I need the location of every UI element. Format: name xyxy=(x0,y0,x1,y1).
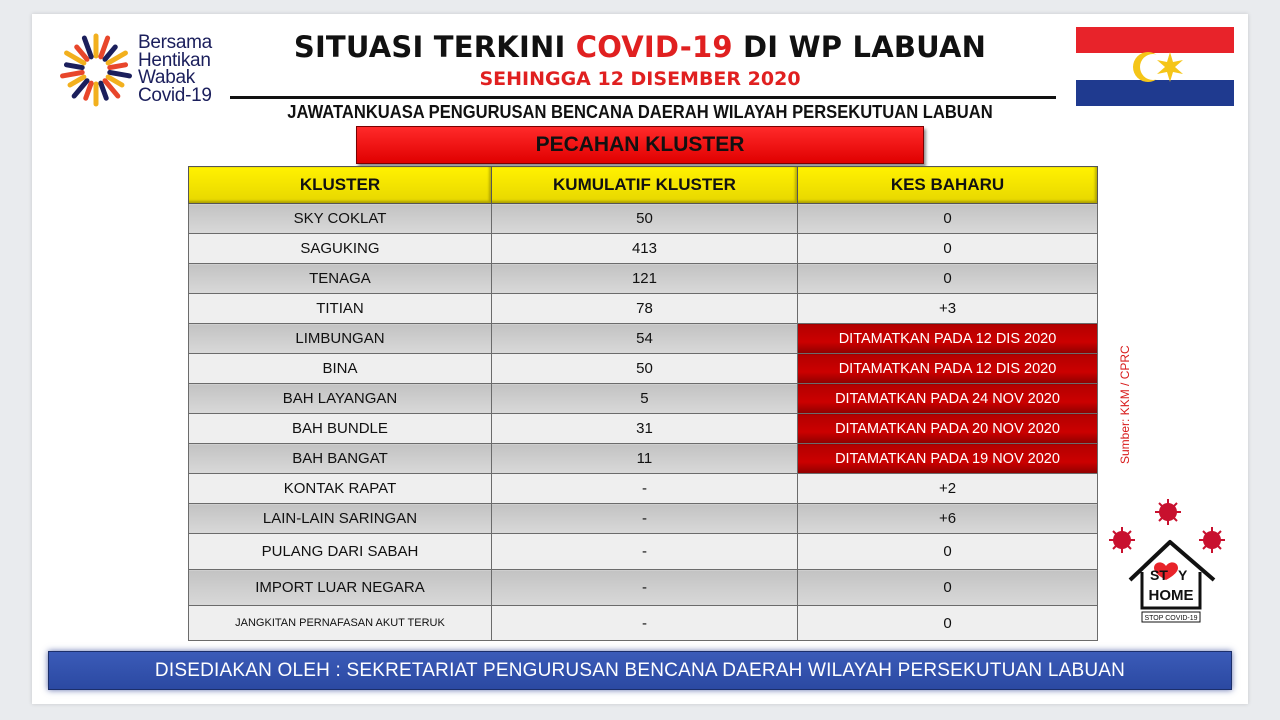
cell-kes-baharu: +2 xyxy=(797,474,1097,504)
footer-banner: DISEDIAKAN OLEH : SEKRETARIAT PENGURUSAN BENCANA DAERAH WILAYAH PERSEKUTUAN LABUAN xyxy=(48,651,1232,690)
cell-kes-baharu: +3 xyxy=(797,294,1097,324)
table-row xyxy=(189,204,1098,234)
table-row xyxy=(189,384,1098,414)
page-title xyxy=(240,30,1040,64)
header-kumulatif: KUMULATIF KLUSTER xyxy=(491,167,797,204)
logo-text xyxy=(138,34,212,104)
cell-kluster: SKY COKLAT xyxy=(189,204,492,234)
logo-line: Wabak xyxy=(138,67,195,88)
cell-kes-baharu: 0 xyxy=(797,570,1097,606)
header-divider xyxy=(230,96,1056,99)
sunburst-icon xyxy=(56,30,136,110)
stay-text-part: ST xyxy=(1150,567,1168,583)
table-row xyxy=(189,504,1098,534)
logo-line: Hentikan xyxy=(138,49,211,71)
page-subtitle: SEHINGGA 12 DISEMBER 2020 xyxy=(479,68,801,90)
cell-kumulatif: - xyxy=(491,570,797,606)
home-text: HOME xyxy=(1148,587,1194,604)
cell-kumulatif: 413 xyxy=(491,234,797,264)
cell-kluster: JANGKITAN PERNAFASAN AKUT TERUK xyxy=(189,606,492,641)
title-highlight: COVID-19 xyxy=(575,30,733,64)
cell-closed-status: DITAMATKAN PADA 24 NOV 2020 xyxy=(797,384,1097,414)
cell-kumulatif: 50 xyxy=(491,204,797,234)
cell-kluster: LIMBUNGAN xyxy=(189,324,492,354)
cell-kluster: IMPORT LUAR NEGARA xyxy=(189,570,492,606)
table-row xyxy=(189,324,1098,354)
cell-kluster: BAH LAYANGAN xyxy=(189,384,492,414)
cluster-table xyxy=(188,166,1098,641)
cell-kluster: PULANG DARI SABAH xyxy=(189,534,492,570)
title-part2: DI WP LABUAN xyxy=(732,30,987,64)
labuan-flag-icon xyxy=(1076,27,1234,106)
cell-closed-status: DITAMATKAN PADA 12 DIS 2020 xyxy=(797,324,1097,354)
cell-kluster: BAH BANGAT xyxy=(189,444,492,474)
cell-kes-baharu: 0 xyxy=(797,534,1097,570)
bersama-hentikan-logo xyxy=(56,28,236,118)
table-row xyxy=(189,414,1098,444)
cell-kumulatif: - xyxy=(491,474,797,504)
cell-kes-baharu: 0 xyxy=(797,204,1097,234)
table-row xyxy=(189,444,1098,474)
cell-kluster: TITIAN xyxy=(189,294,492,324)
table-row xyxy=(189,234,1098,264)
stop-covid-text: STOP COVID-19 xyxy=(1144,615,1198,622)
cell-kluster: KONTAK RAPAT xyxy=(189,474,492,504)
stay-home-icon xyxy=(1104,496,1228,628)
table-row xyxy=(189,474,1098,504)
header-kluster: KLUSTER xyxy=(189,167,492,204)
cell-kumulatif: 11 xyxy=(491,444,797,474)
cell-kumulatif: 5 xyxy=(491,384,797,414)
header-kes-baharu: KES BAHARU xyxy=(797,167,1097,204)
cell-kes-baharu: 0 xyxy=(797,606,1097,641)
logo-line: Bersama xyxy=(138,32,212,53)
table-row xyxy=(189,534,1098,570)
cell-kumulatif: - xyxy=(491,606,797,641)
title-part1: SITUASI TERKINI xyxy=(293,30,576,64)
cell-kumulatif: 50 xyxy=(491,354,797,384)
table-header-row xyxy=(189,167,1098,204)
table-row xyxy=(189,294,1098,324)
cell-kes-baharu: +6 xyxy=(797,504,1097,534)
cell-kumulatif: 31 xyxy=(491,414,797,444)
cell-kluster: BINA xyxy=(189,354,492,384)
cell-kumulatif: 54 xyxy=(491,324,797,354)
stay-text-part: Y xyxy=(1178,567,1188,583)
stay-home-badge xyxy=(1104,496,1228,628)
committee-name: JAWATANKUASA PENGURUSAN BENCANA DAERAH WILAYAH PERSEKUTUAN LABUAN xyxy=(287,102,993,122)
cell-kumulatif: 78 xyxy=(491,294,797,324)
cell-kumulatif: - xyxy=(491,504,797,534)
cell-kumulatif: 121 xyxy=(491,264,797,294)
source-note xyxy=(1100,340,1132,470)
cell-kes-baharu: 0 xyxy=(797,234,1097,264)
cell-closed-status: DITAMATKAN PADA 12 DIS 2020 xyxy=(797,354,1097,384)
cell-kluster: SAGUKING xyxy=(189,234,492,264)
section-banner: PECAHAN KLUSTER xyxy=(356,126,924,164)
cell-kluster: TENAGA xyxy=(189,264,492,294)
logo-line: Covid-19 xyxy=(138,84,212,106)
cell-kumulatif: - xyxy=(491,534,797,570)
table-row xyxy=(189,606,1098,641)
cell-kluster: LAIN-LAIN SARINGAN xyxy=(189,504,492,534)
table-row xyxy=(189,354,1098,384)
table-row xyxy=(189,570,1098,606)
source-text: Sumber: KKM / CPRC xyxy=(1118,345,1132,464)
cell-kluster: BAH BUNDLE xyxy=(189,414,492,444)
table-row xyxy=(189,264,1098,294)
cell-kes-baharu: 0 xyxy=(797,264,1097,294)
cell-closed-status: DITAMATKAN PADA 20 NOV 2020 xyxy=(797,414,1097,444)
cell-closed-status: DITAMATKAN PADA 19 NOV 2020 xyxy=(797,444,1097,474)
